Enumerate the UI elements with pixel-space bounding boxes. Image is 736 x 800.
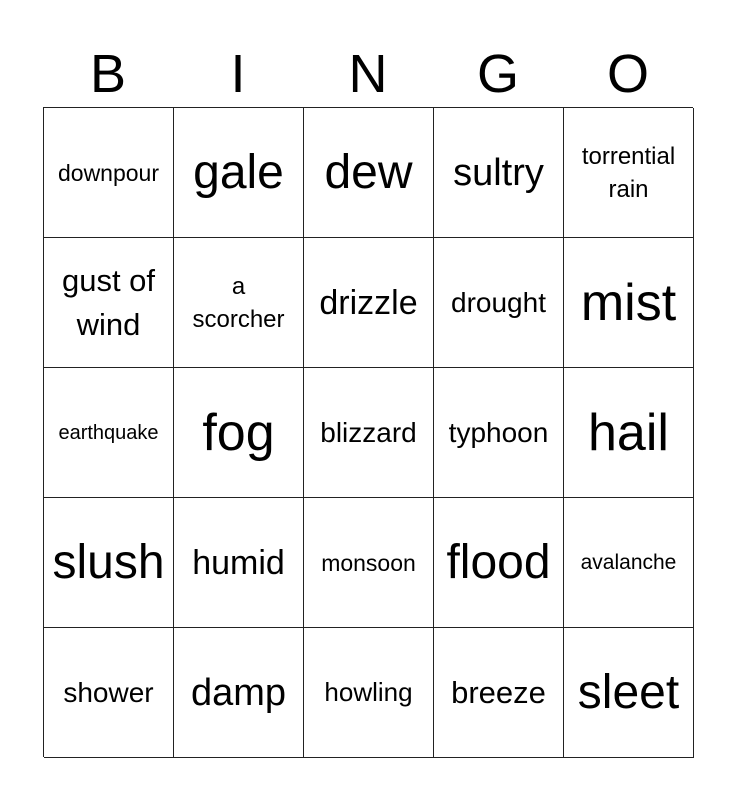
bingo-cell[interactable] bbox=[304, 108, 434, 238]
bingo-cell[interactable] bbox=[174, 498, 304, 628]
cell-text: humid bbox=[192, 543, 285, 582]
bingo-cell[interactable] bbox=[304, 368, 434, 498]
cell-text: gust of wind bbox=[61, 262, 156, 342]
cell-text: shower bbox=[63, 676, 154, 708]
cell-text: sultry bbox=[453, 151, 544, 194]
bingo-cell[interactable] bbox=[434, 628, 564, 758]
bingo-cell[interactable] bbox=[564, 628, 694, 758]
cell-text: damp bbox=[190, 671, 287, 714]
bingo-cell[interactable] bbox=[564, 108, 694, 238]
bingo-board bbox=[43, 107, 693, 757]
bingo-cell[interactable] bbox=[304, 628, 434, 758]
bingo-header bbox=[43, 40, 693, 108]
cell-text: a scorcher bbox=[192, 272, 285, 333]
header-letter-g: G bbox=[476, 44, 519, 104]
bingo-cell[interactable] bbox=[44, 628, 174, 758]
bingo-cell[interactable] bbox=[304, 238, 434, 368]
bingo-cell[interactable] bbox=[564, 368, 694, 498]
bingo-cell[interactable] bbox=[434, 498, 564, 628]
header-letter-i: I bbox=[230, 44, 246, 104]
cell-text: gale bbox=[193, 145, 284, 199]
cell-text: avalanche bbox=[580, 550, 677, 574]
cell-text: flood bbox=[446, 535, 551, 589]
cell-text: earthquake bbox=[58, 421, 159, 444]
bingo-cell[interactable] bbox=[174, 628, 304, 758]
cell-text: blizzard bbox=[320, 416, 417, 448]
bingo-cell[interactable] bbox=[564, 238, 694, 368]
bingo-cell[interactable] bbox=[304, 498, 434, 628]
cell-text: downpour bbox=[57, 159, 160, 186]
header-letter-n: N bbox=[348, 44, 388, 104]
bingo-cell[interactable] bbox=[434, 108, 564, 238]
cell-text: mist bbox=[580, 273, 677, 332]
bingo-cell[interactable] bbox=[44, 368, 174, 498]
cell-text: sleet bbox=[577, 665, 680, 719]
bingo-cell[interactable] bbox=[434, 368, 564, 498]
cell-text: typhoon bbox=[448, 416, 549, 448]
bingo-cell[interactable] bbox=[434, 238, 564, 368]
bingo-cell[interactable] bbox=[174, 238, 304, 368]
cell-text: breeze bbox=[451, 674, 546, 710]
cell-text: torrential rain bbox=[581, 142, 676, 203]
bingo-cell[interactable] bbox=[174, 368, 304, 498]
bingo-cell[interactable] bbox=[44, 238, 174, 368]
bingo-cell[interactable] bbox=[44, 498, 174, 628]
cell-text: dew bbox=[324, 145, 413, 199]
cell-text: fog bbox=[202, 403, 275, 462]
cell-text: monsoon bbox=[321, 549, 416, 576]
cell-text: hail bbox=[588, 403, 669, 462]
bingo-cell[interactable] bbox=[564, 498, 694, 628]
bingo-cell[interactable] bbox=[174, 108, 304, 238]
cell-text: drought bbox=[451, 286, 546, 318]
header-letter-o: O bbox=[606, 44, 649, 104]
cell-text: slush bbox=[52, 535, 165, 589]
bingo-cell[interactable] bbox=[44, 108, 174, 238]
cell-text: drizzle bbox=[319, 283, 418, 322]
header-letter-b: B bbox=[89, 44, 127, 104]
cell-text: howling bbox=[324, 677, 413, 707]
